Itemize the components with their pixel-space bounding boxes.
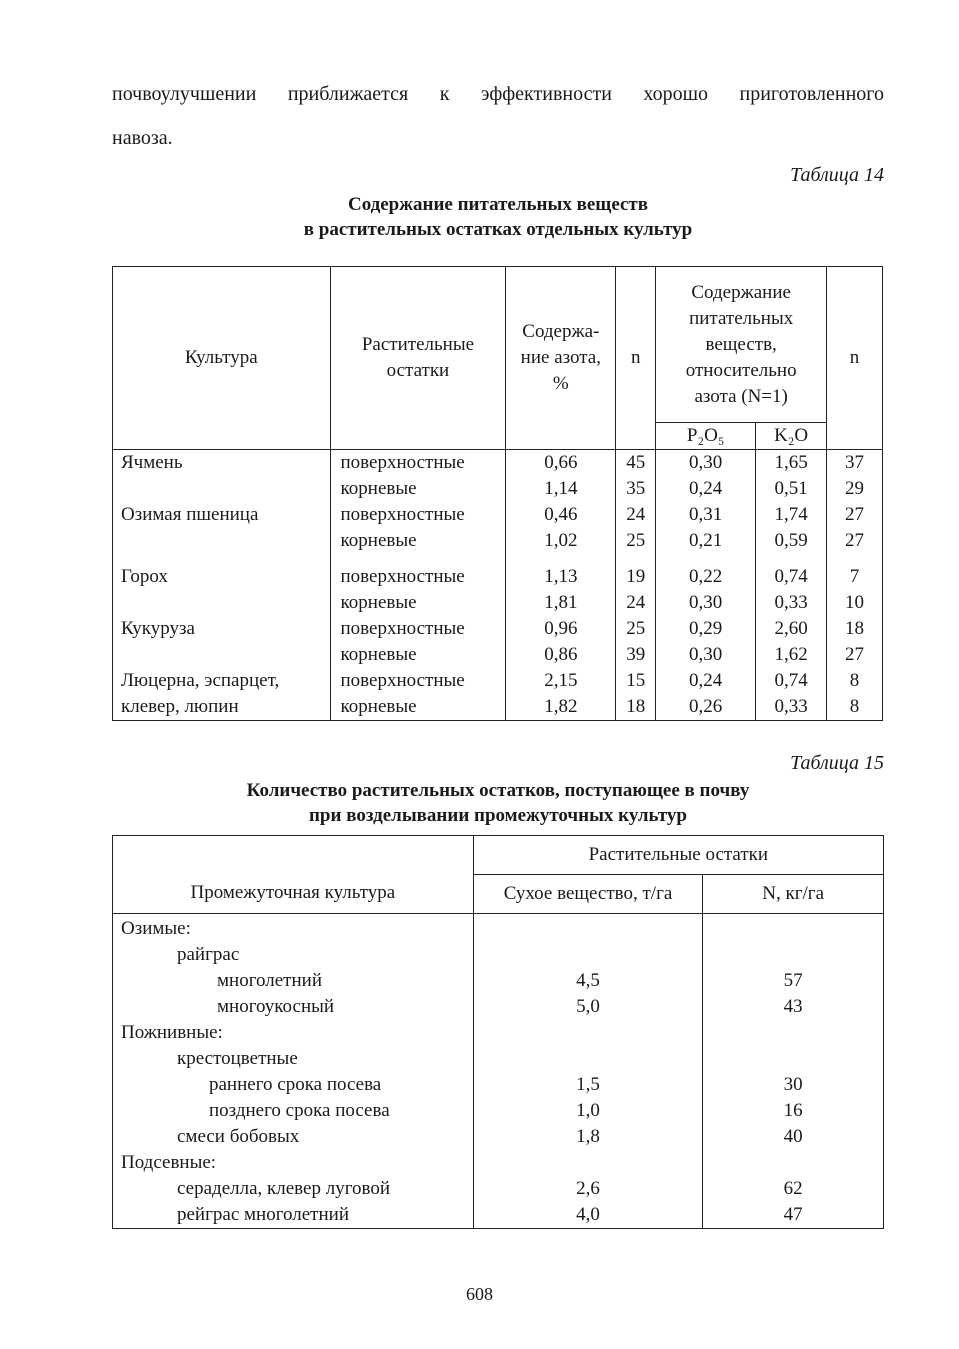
cell-culture: Кукуруза (113, 616, 331, 642)
cell-residue: поверхностные (330, 668, 506, 694)
cell-n-content: 0,66 (506, 450, 616, 477)
cell-crop: рейграс многолетний (113, 1202, 474, 1229)
cell-n: 62 (703, 1176, 884, 1202)
table-row (113, 1020, 884, 1046)
table-row (113, 1072, 884, 1098)
cell-residue: корневые (330, 642, 506, 668)
cell-crop: Подсевные: (113, 1150, 474, 1176)
table-row (113, 502, 883, 528)
intro-line-2: навоза. (112, 127, 173, 149)
cell-n: 40 (703, 1124, 884, 1150)
cell-n1: 25 (616, 528, 656, 554)
cell-n1: 24 (616, 590, 656, 616)
cell-culture (113, 590, 331, 616)
cell-dry: 4,0 (473, 1202, 703, 1229)
table-row (113, 1046, 884, 1072)
header-residues: Растительные остатки (330, 267, 506, 450)
cell-residue: поверхностные (330, 450, 506, 477)
cell-culture: Ячмень (113, 450, 331, 477)
table-row (113, 450, 883, 477)
cell-k2o: 0,74 (756, 668, 827, 694)
cell-k2o: 2,60 (756, 616, 827, 642)
cell-n (703, 1150, 884, 1176)
cell-dry: 1,5 (473, 1072, 703, 1098)
cell-residue: поверхностные (330, 502, 506, 528)
cell-n-content: 0,46 (506, 502, 616, 528)
cell-culture (113, 642, 331, 668)
cell-dry: 2,6 (473, 1176, 703, 1202)
table-row (113, 914, 884, 943)
table-row (113, 942, 884, 968)
page-number: 608 (466, 1284, 493, 1304)
cell-n2: 27 (827, 642, 883, 668)
cell-n1: 39 (616, 642, 656, 668)
header-n-2: n (827, 267, 883, 450)
table-row (113, 528, 883, 554)
table-row (113, 642, 883, 668)
header-relative-content: Содержание питательных веществ, относительно азота (N=1) (656, 267, 827, 423)
cell-n: 47 (703, 1202, 884, 1229)
cell-p2o5: 0,21 (656, 528, 756, 554)
header-culture: Культура (113, 267, 331, 450)
cell-dry: 1,8 (473, 1124, 703, 1150)
cell-crop: Пожнивные: (113, 1020, 474, 1046)
cell-dry (473, 914, 703, 943)
cell-p2o5: 0,29 (656, 616, 756, 642)
cell-n2: 27 (827, 528, 883, 554)
cell-culture: клевер, люпин (113, 694, 331, 721)
cell-p2o5: 0,30 (656, 642, 756, 668)
table-row (113, 590, 883, 616)
table-row (113, 1176, 884, 1202)
cell-dry: 1,0 (473, 1098, 703, 1124)
cell-p2o5: 0,31 (656, 502, 756, 528)
header-dry-matter: Сухое вещество, т/га (473, 875, 703, 914)
cell-crop: раннего срока посева (113, 1072, 474, 1098)
cell-n (703, 914, 884, 943)
cell-n1: 19 (616, 554, 656, 590)
cell-p2o5: 0,24 (656, 476, 756, 502)
cell-crop: Озимые: (113, 914, 474, 943)
cell-n1: 25 (616, 616, 656, 642)
cell-dry (473, 942, 703, 968)
cell-residue: корневые (330, 528, 506, 554)
cell-residue: корневые (330, 476, 506, 502)
cell-n (703, 1020, 884, 1046)
cell-p2o5: 0,26 (656, 694, 756, 721)
table-row (113, 1202, 884, 1229)
cell-n-content: 1,81 (506, 590, 616, 616)
table-row (113, 694, 883, 721)
cell-residue: поверхностные (330, 554, 506, 590)
cell-culture: Люцерна, эспарцет, (113, 668, 331, 694)
cell-k2o: 0,59 (756, 528, 827, 554)
cell-n: 16 (703, 1098, 884, 1124)
table-14-title-line-1: Содержание питательных веществ (347, 194, 649, 215)
cell-crop: смеси бобовых (113, 1124, 474, 1150)
table-row (113, 1098, 884, 1124)
cell-n-content: 1,13 (506, 554, 616, 590)
cell-n2: 29 (827, 476, 883, 502)
cell-n1: 18 (616, 694, 656, 721)
table-15-title-line-2: при возделывании промежуточных культур (308, 805, 687, 826)
cell-p2o5: 0,22 (656, 554, 756, 590)
cell-n1: 35 (616, 476, 656, 502)
cell-k2o: 1,65 (756, 450, 827, 477)
cell-k2o: 0,33 (756, 590, 827, 616)
cell-n-content: 2,15 (506, 668, 616, 694)
header-plant-residues: Растительные остатки (473, 836, 883, 875)
cell-n2: 8 (827, 668, 883, 694)
cell-k2o: 0,74 (756, 554, 827, 590)
intro-line-1: почвоулучшении приближается к эффективности хорошо приготовленного (112, 83, 884, 105)
cell-n2: 8 (827, 694, 883, 721)
cell-culture (113, 476, 331, 502)
cell-crop: позднего срока посева (113, 1098, 474, 1124)
cell-residue: поверхностные (330, 616, 506, 642)
cell-dry (473, 1046, 703, 1072)
cell-crop: крестоцветные (113, 1046, 474, 1072)
cell-n1: 15 (616, 668, 656, 694)
table-14-label: Таблица 14 (790, 164, 884, 186)
header-k2o: K₂O (756, 423, 827, 450)
cell-k2o: 1,62 (756, 642, 827, 668)
header-nitrogen-kg: N, кг/га (703, 875, 884, 914)
cell-n2: 27 (827, 502, 883, 528)
cell-n (703, 942, 884, 968)
cell-crop: многоукосный (113, 994, 474, 1020)
table-14 (112, 266, 883, 721)
cell-n1: 45 (616, 450, 656, 477)
cell-n2: 37 (827, 450, 883, 477)
cell-dry (473, 1020, 703, 1046)
cell-k2o: 0,33 (756, 694, 827, 721)
cell-dry: 4,5 (473, 968, 703, 994)
cell-p2o5: 0,24 (656, 668, 756, 694)
header-intermediate-crop: Промежуточная культура (113, 836, 474, 914)
cell-n2: 18 (827, 616, 883, 642)
table-row (113, 668, 883, 694)
cell-n: 30 (703, 1072, 884, 1098)
cell-n2: 7 (827, 554, 883, 590)
cell-n-content: 0,86 (506, 642, 616, 668)
cell-dry (473, 1150, 703, 1176)
header-nitrogen-content: Содержа-ние азота, % (506, 267, 616, 450)
table-row (113, 616, 883, 642)
cell-crop: многолетний (113, 968, 474, 994)
table-15-label: Таблица 15 (790, 752, 884, 774)
cell-p2o5: 0,30 (656, 590, 756, 616)
table-row (113, 968, 884, 994)
cell-residue: корневые (330, 590, 506, 616)
cell-crop: сераделла, клевер луговой (113, 1176, 474, 1202)
table-row (113, 476, 883, 502)
cell-k2o: 0,51 (756, 476, 827, 502)
table-15 (112, 835, 884, 1229)
cell-culture: Озимая пшеница (113, 502, 331, 528)
cell-n-content: 1,02 (506, 528, 616, 554)
cell-p2o5: 0,30 (656, 450, 756, 477)
table-row (113, 554, 883, 590)
cell-n: 43 (703, 994, 884, 1020)
cell-culture (113, 528, 331, 554)
header-n-1: n (616, 267, 656, 450)
cell-residue: корневые (330, 694, 506, 721)
table-row (113, 994, 884, 1020)
cell-n-content: 1,14 (506, 476, 616, 502)
cell-k2o: 1,74 (756, 502, 827, 528)
cell-dry: 5,0 (473, 994, 703, 1020)
table-row (113, 1150, 884, 1176)
table-row (113, 1124, 884, 1150)
cell-n (703, 1046, 884, 1072)
table-15-title-line-1: Количество растительных остатков, поступающее в почву (246, 780, 750, 801)
cell-n2: 10 (827, 590, 883, 616)
cell-n1: 24 (616, 502, 656, 528)
table-14-title-line-2: в растительных остатках отдельных культур (303, 219, 693, 240)
cell-n-content: 0,96 (506, 616, 616, 642)
cell-culture: Горох (113, 554, 331, 590)
header-p2o5: P₂O₅ (656, 423, 756, 450)
cell-n-content: 1,82 (506, 694, 616, 721)
cell-n: 57 (703, 968, 884, 994)
cell-crop: райграс (113, 942, 474, 968)
